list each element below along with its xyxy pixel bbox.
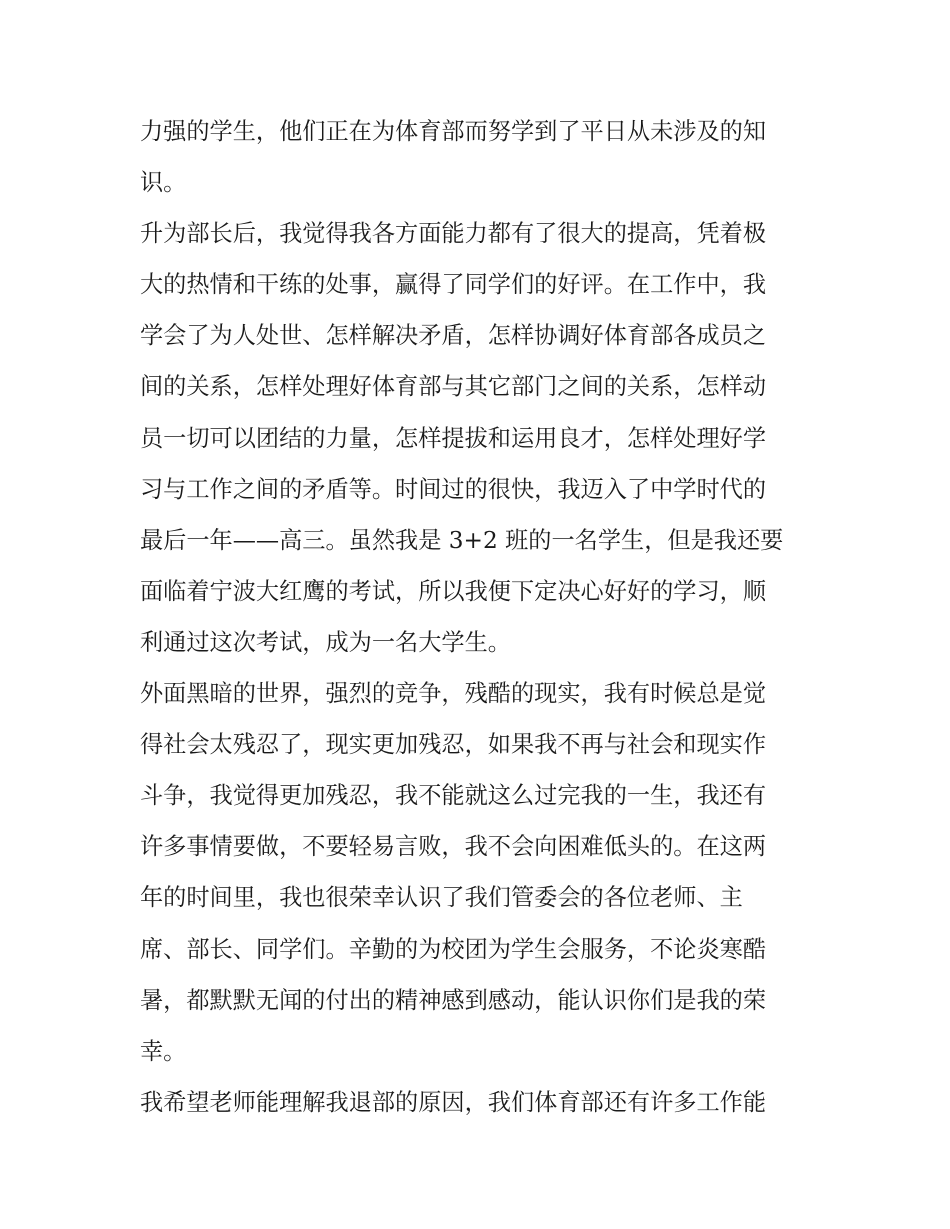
text-line: 识。 bbox=[140, 169, 187, 197]
text-line: 斗争，我觉得更加残忍，我不能就这么过完我的一生，我还有 bbox=[140, 782, 767, 810]
text-line: 利通过这次考试，成为一名大学生。 bbox=[140, 628, 511, 656]
text-line: 外面黑暗的世界，强烈的竞争，残酷的现实，我有时候总是觉 bbox=[140, 680, 767, 708]
text-line: 许多事情要做，不要轻易言败，我不会向困难低头的。在这两 bbox=[140, 833, 767, 861]
text-line: 幸。 bbox=[140, 1037, 187, 1065]
text-line: 学会了为人处世、怎样解决矛盾，怎样协调好体育部各成员之 bbox=[140, 322, 767, 350]
text-line: 面临着宁波大红鹰的考试，所以我便下定决心好好的学习，顺 bbox=[140, 577, 767, 605]
text-line: 员一切可以团结的力量，怎样提拔和运用良才，怎样处理好学 bbox=[140, 424, 767, 452]
text-line: 大的热情和干练的处事，赢得了同学们的好评。在工作中，我 bbox=[140, 271, 767, 299]
text-line: 升为部长后，我觉得我各方面能力都有了很大的提高，凭着极 bbox=[140, 220, 767, 248]
text-line: 间的关系，怎样处理好体育部与其它部门之间的关系，怎样动 bbox=[140, 373, 767, 401]
text-line: 力强的学生，他们正在为体育部而努学到了平日从未涉及的知 bbox=[140, 118, 767, 145]
text-line: 暑，都默默无闻的付出的精神感到感动，能认识你们是我的荣 bbox=[140, 986, 767, 1014]
text-line: 年的时间里，我也很荣幸认识了我们管委会的各位老师、主 bbox=[140, 884, 743, 912]
text-line: 得社会太残忍了，现实更加残忍，如果我不再与社会和现实作 bbox=[140, 731, 767, 759]
document-body bbox=[140, 106, 820, 1128]
text-line: 席、部长、同学们。辛勤的为校团为学生会服务，不论炎寒酷 bbox=[140, 935, 767, 963]
text-line: 我希望老师能理解我退部的原因，我们体育部还有许多工作能 bbox=[140, 1088, 767, 1116]
text-line: 习与工作之间的矛盾等。时间过的很快，我迈入了中学时代的 bbox=[140, 475, 767, 503]
text-line: 最后一年——高三。虽然我是 3+2 班的一名学生，但是我还要 bbox=[140, 526, 784, 554]
